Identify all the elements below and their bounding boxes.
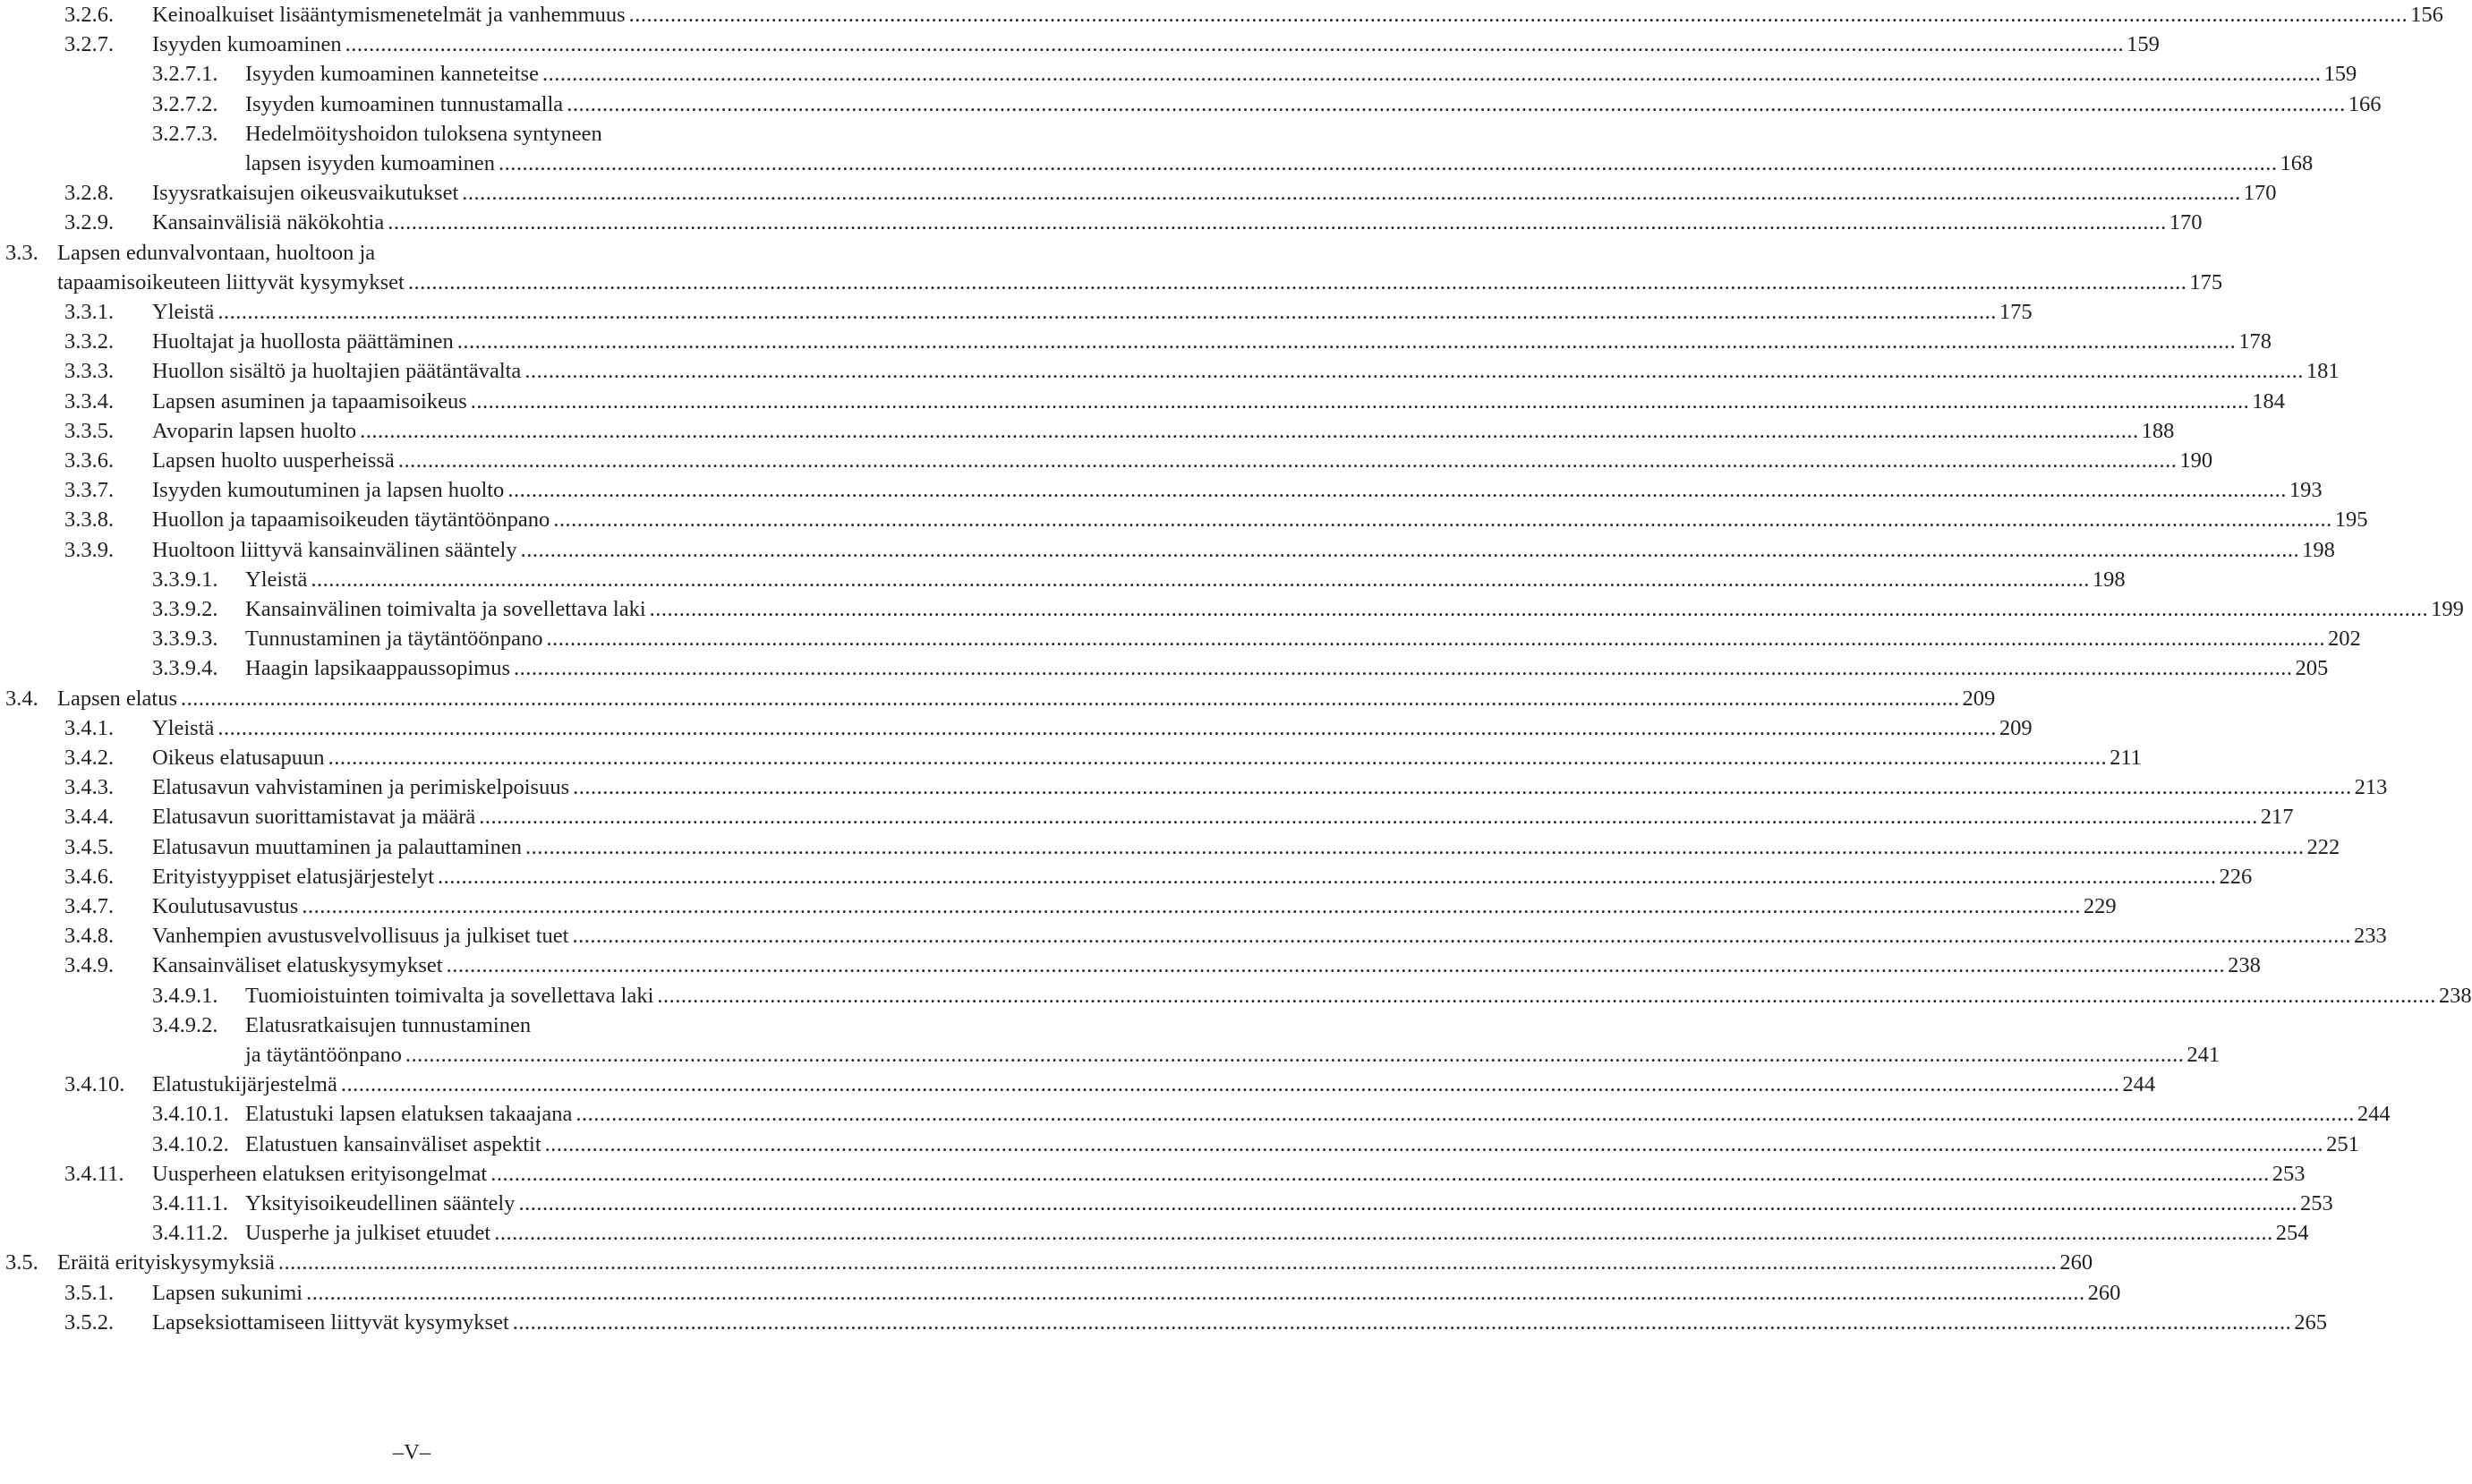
toc-entry[interactable] (0, 268, 2223, 298)
toc-entry-number: 3.4.6. (64, 864, 115, 889)
toc-entry-title: Huollon ja tapaamisoikeuden täytäntöönpano (152, 507, 550, 533)
toc-entry-page: 244 (2122, 1072, 2156, 1097)
toc-entry-leader-dots: ............................................................................................................................................................................................................................................................................................................ (649, 597, 2429, 621)
toc-entry[interactable] (0, 1218, 2309, 1249)
toc-entry-page: 178 (2238, 329, 2272, 354)
toc-entry-title: lapsen isyyden kumoaminen (245, 151, 495, 175)
toc-entry-page: 233 (2353, 924, 2387, 949)
toc-entry[interactable] (0, 1040, 2221, 1070)
toc-entry[interactable] (0, 505, 2368, 535)
toc-entry-title: Kansainvälinen toimivalta ja sovellettava laki (245, 597, 646, 621)
toc-entry-title: Elatusavun vahvistaminen ja perimiskelpoisuus (152, 775, 570, 800)
toc-entry-number: 3.3.5. (64, 418, 115, 443)
toc-entry-number: 3.2.7.2. (152, 91, 218, 116)
toc-entry-title: Yleistä (245, 567, 308, 592)
toc-entry[interactable] (0, 891, 2117, 922)
toc-entry-title: ja täytäntöönpano (245, 1043, 402, 1067)
toc-entry-number: 3.3.9.3. (152, 627, 218, 652)
toc-entry-number: 3.2.8. (64, 181, 115, 206)
toc-entry-page: 202 (2328, 627, 2361, 652)
toc-entry-page: 198 (2092, 567, 2126, 592)
toc-entry-page: 211 (2110, 746, 2142, 770)
toc-entry-page: 184 (2252, 388, 2285, 414)
toc-entry-title: Lapsen huolto uusperheissä (152, 448, 395, 473)
toc-entry[interactable] (0, 119, 814, 149)
toc-entry-title: Isyysratkaisujen oikeusvaikutukset (152, 181, 459, 206)
toc-entry-number: 3.4.10.1. (152, 1102, 229, 1127)
toc-entry-number: 3.4.1. (64, 715, 115, 740)
toc-entry[interactable] (0, 1189, 2333, 1219)
toc-entry[interactable] (0, 565, 2126, 595)
toc-entry-page: 181 (2306, 359, 2340, 384)
toc-entry-number: 3.2.7. (64, 32, 115, 57)
toc-entry-leader-dots: ............................................................................................................................................................................................................................................................................................................ (397, 448, 2178, 473)
toc-entry-number: 3.2.6. (64, 3, 115, 27)
toc-entry-title: Uusperhe ja julkiset etuudet (245, 1221, 491, 1246)
toc-entry[interactable] (0, 802, 2294, 832)
toc-entry-leader-dots: ............................................................................................................................................................................................................................................................................................................ (345, 32, 2125, 57)
toc-entry-number: 3.5.2. (64, 1309, 115, 1335)
toc-entry-number: 3.4.7. (64, 894, 115, 918)
toc-entry-page: 241 (2186, 1043, 2221, 1067)
toc-entry-number: 3.2.7.3. (152, 121, 218, 146)
toc-entry-page: 226 (2219, 864, 2253, 889)
toc-entry-page: 170 (2169, 210, 2203, 235)
toc-entry-leader-dots: ............................................................................................................................................................................................................................................................................................................ (438, 864, 2217, 889)
toc-entry-page: 193 (2289, 478, 2323, 503)
toc-entry-leader-dots: ............................................................................................................................................................................................................................................................................................................ (628, 3, 2408, 27)
toc-entry-leader-dots: ............................................................................................................................................................................................................................................................................................................ (572, 924, 2351, 949)
toc-entry-number: 3.4.4. (64, 805, 115, 830)
page-number: –V– (392, 1440, 431, 1464)
toc-entry-number: 3.3.3. (64, 359, 115, 384)
toc-entry-page: 159 (2323, 62, 2357, 87)
toc-entry-title: Isyyden kumoaminen (152, 32, 342, 57)
toc-entry-leader-dots: ............................................................................................................................................................................................................................................................................................................ (277, 1250, 2058, 1275)
toc-entry-title: Huoltajat ja huollosta päättäminen (152, 329, 454, 354)
toc-entry-title: Tunnustaminen ja täytäntöönpano (245, 627, 543, 652)
toc-entry-number: 3.3.9. (64, 537, 115, 562)
toc-entry[interactable] (0, 297, 2033, 328)
toc-entry[interactable] (0, 387, 2285, 417)
toc-entry-number: 3.4.10. (64, 1072, 125, 1097)
toc-entry-title: Koulutusavustus (152, 894, 299, 918)
toc-entry-title: Yleistä (152, 300, 215, 324)
toc-entry-leader-dots: ............................................................................................................................................................................................................................................................................................................ (388, 210, 2167, 235)
toc-entry-page: 229 (2083, 894, 2117, 918)
toc-entry[interactable] (0, 981, 2472, 1011)
toc-entry-page: 198 (2302, 537, 2335, 562)
toc-entry[interactable] (0, 475, 2323, 506)
toc-entry-title: Tuomioistuinten toimivalta ja sovellettava laki (245, 983, 654, 1008)
toc-entry[interactable] (0, 832, 2340, 863)
toc-entry[interactable] (0, 1130, 2359, 1160)
toc-entry-title: Elatustuen kansainväliset aspektit (245, 1131, 541, 1156)
toc-entry-leader-dots: ............................................................................................................................................................................................................................................................................................................ (546, 627, 2326, 652)
toc-entry-title: Elatustuki lapsen elatuksen takaajana (245, 1102, 573, 1127)
toc-entry[interactable] (0, 1159, 2306, 1190)
toc-entry-title: Avoparin lapsen huolto (152, 418, 357, 443)
toc-entry-page: 166 (2348, 91, 2382, 116)
toc-entry-number: 3.4.5. (64, 834, 115, 859)
toc-entry[interactable] (0, 238, 814, 269)
toc-entry-number: 3.4.3. (64, 775, 115, 800)
toc-entry-page: 251 (2326, 1131, 2359, 1156)
toc-entry-page: 190 (2179, 448, 2213, 473)
toc-entry-leader-dots: ............................................................................................................................................................................................................................................................................................................ (494, 1221, 2273, 1246)
toc-entry-leader-dots: ............................................................................................................................................................................................................................................................................................................ (518, 1191, 2297, 1215)
toc-entry-number: 3.4.11.1. (152, 1191, 228, 1215)
toc-entry-page: 156 (2410, 3, 2443, 27)
toc-entry-number: 3.2.7.1. (152, 62, 218, 87)
toc-entry-leader-dots: ............................................................................................................................................................................................................................................................................................................ (446, 953, 2226, 978)
toc-entry[interactable] (0, 713, 2033, 744)
toc-entry[interactable] (0, 862, 2253, 892)
toc-entry-page: 175 (1999, 300, 2033, 324)
toc-entry-leader-dots: ............................................................................................................................................................................................................................................................................................................ (524, 359, 2304, 384)
toc-entry-page: 260 (2087, 1280, 2121, 1305)
toc-entry-page: 209 (1999, 715, 2033, 740)
toc-entry-number: 3.3.8. (64, 507, 115, 533)
toc-entry-title: Isyyden kumoutuminen ja lapsen huolto (152, 478, 505, 503)
toc-entry-page: 265 (2294, 1309, 2327, 1335)
toc-entry-page: 168 (2280, 151, 2314, 175)
toc-entry-leader-dots: ............................................................................................................................................................................................................................................................................................................ (306, 1280, 2085, 1305)
toc-entry-leader-dots: ............................................................................................................................................................................................................................................................................................................ (553, 507, 2332, 533)
toc-entry[interactable] (0, 1070, 2156, 1100)
toc-entry-title: Elatusavun suorittamistavat ja määrä (152, 805, 476, 830)
toc-entry-title: Vanhempien avustusvelvollisuus ja julkiset tuet (152, 924, 569, 949)
toc-entry-number: 3.4.11. (64, 1161, 124, 1186)
toc-entry-leader-dots: ............................................................................................................................................................................................................................................................................................................ (470, 388, 2250, 414)
toc-entry-leader-dots: ............................................................................................................................................................................................................................................................................................................ (498, 151, 2278, 175)
toc-entry-leader-dots: ............................................................................................................................................................................................................................................................................................................ (512, 1309, 2292, 1335)
toc-entry-title: Uusperheen elatuksen erityisongelmat (152, 1161, 488, 1186)
toc-entry-title: Lapsen asuminen ja tapaamisoikeus (152, 388, 467, 414)
toc-entry[interactable] (0, 59, 2357, 90)
toc-entry-number: 3.4. (5, 686, 38, 711)
toc-entry-number: 3.3.1. (64, 300, 115, 324)
toc-entry-leader-dots: ............................................................................................................................................................................................................................................................................................................ (462, 181, 2241, 206)
toc-entry-number: 3.3.4. (64, 388, 115, 414)
toc-entry-page: 195 (2334, 507, 2368, 533)
toc-entry-page: 217 (2260, 805, 2294, 830)
toc-entry-leader-dots: ............................................................................................................................................................................................................................................................................................................ (302, 894, 2081, 918)
toc-entry-title: Yleistä (152, 715, 215, 740)
toc-entry-leader-dots: ............................................................................................................................................................................................................................................................................................................ (479, 805, 2258, 830)
toc-entry[interactable] (0, 624, 2361, 654)
toc-entry-leader-dots: ............................................................................................................................................................................................................................................................................................................ (520, 537, 2300, 562)
toc-entry-number: 3.4.9.1. (152, 983, 218, 1008)
toc-entry-title: Huoltoon liittyvä kansainvälinen sääntely (152, 537, 517, 562)
toc-entry-leader-dots: ............................................................................................................................................................................................................................................................................................................ (340, 1072, 2120, 1097)
toc-entry-page: 170 (2243, 181, 2277, 206)
toc-entry-title: Elatusratkaisujen tunnustaminen (245, 1012, 532, 1037)
toc-entry[interactable] (0, 30, 2160, 60)
toc-entry-title: Keinoalkuiset lisääntymismenetelmät ja vanhemmuus (152, 3, 626, 27)
toc-entry-title: Erityistyyppiset elatusjärjestelyt (152, 864, 435, 889)
toc-entry-leader-dots: ............................................................................................................................................................................................................................................................................................................ (524, 834, 2305, 859)
toc-entry[interactable] (0, 327, 2272, 357)
toc-entry-leader-dots: ............................................................................................................................................................................................................................................................................................................ (456, 329, 2237, 354)
toc-entry-leader-dots: ............................................................................................................................................................................................................................................................................................................ (311, 567, 2090, 592)
toc-entry-leader-dots: ............................................................................................................................................................................................................................................................................................................ (507, 478, 2287, 503)
toc-entry-page: 254 (2275, 1221, 2309, 1246)
toc-entry-page: 222 (2306, 834, 2340, 859)
toc-entry-page: 188 (2141, 418, 2175, 443)
toc-entry-number: 3.4.10.2. (152, 1131, 229, 1156)
toc-entry-number: 3.5.1. (64, 1280, 115, 1305)
toc-entry-title: Lapseksiottamiseen liittyvät kysymykset (152, 1309, 509, 1335)
toc-entry-leader-dots: ............................................................................................................................................................................................................................................................................................................ (328, 746, 2108, 770)
toc-entry-page: 205 (2295, 656, 2329, 681)
toc-entry-title: Haagin lapsikaappaussopimus (245, 656, 510, 681)
toc-entry-title: Oikeus elatusapuun (152, 746, 325, 770)
toc-entry[interactable] (0, 921, 2387, 951)
toc-entry-title: Eräitä erityiskysymyksiä (57, 1250, 275, 1275)
toc-entry-leader-dots: ............................................................................................................................................................................................................................................................................................................ (657, 983, 2436, 1008)
toc-entry-leader-dots: ............................................................................................................................................................................................................................................................................................................ (181, 686, 1960, 711)
toc-entry-leader-dots: ............................................................................................................................................................................................................................................................................................................ (567, 91, 2346, 116)
toc-entry[interactable] (0, 743, 2142, 773)
toc-entry[interactable] (0, 178, 2277, 209)
toc-entry-page: 238 (2438, 983, 2472, 1008)
toc-entry[interactable] (0, 1278, 2121, 1309)
toc-entry[interactable] (0, 1248, 2093, 1278)
toc-entry-number: 3.3.6. (64, 448, 115, 473)
toc-entry-number: 3.3.9.2. (152, 597, 218, 621)
toc-entry-number: 3.4.11.2. (152, 1221, 228, 1246)
toc-entry[interactable] (0, 416, 2175, 447)
toc-entry[interactable] (0, 0, 2443, 30)
toc-entry-number: 3.3.9.1. (152, 567, 218, 592)
toc-entry-leader-dots: ............................................................................................................................................................................................................................................................................................................ (514, 656, 2293, 681)
toc-entry-title: Kansainväliset elatuskysymykset (152, 953, 443, 978)
toc-entry-title: Kansainvälisiä näkökohtia (152, 210, 385, 235)
toc-entry-number: 3.2.9. (64, 210, 115, 235)
toc-entry[interactable] (0, 1099, 2391, 1130)
toc-entry-leader-dots: ............................................................................................................................................................................................................................................................................................................ (405, 1043, 2185, 1067)
toc-entry-number: 3.4.9.2. (152, 1012, 218, 1037)
toc-entry-page: 253 (2272, 1161, 2306, 1186)
toc-entry-number: 3.5. (5, 1250, 38, 1275)
toc-entry-leader-dots: ............................................................................................................................................................................................................................................................................................................ (541, 62, 2322, 87)
toc-entry-number: 3.4.2. (64, 746, 115, 770)
toc-entry[interactable] (0, 653, 2329, 684)
toc-entry-number: 3.4.9. (64, 953, 115, 978)
toc-entry[interactable] (0, 684, 1996, 714)
toc-entry-leader-dots: ............................................................................................................................................................................................................................................................................................................ (217, 715, 1997, 740)
toc-entry-leader-dots: ............................................................................................................................................................................................................................................................................................................ (490, 1161, 2270, 1186)
toc-entry-page: 244 (2357, 1102, 2391, 1127)
toc-entry-number: 3.3.7. (64, 478, 115, 503)
toc-entry[interactable] (0, 535, 2335, 566)
toc-entry-title: Elatustukijärjestelmä (152, 1072, 337, 1097)
toc-entry-title: tapaamisoikeuteen liittyvät kysymykset (57, 269, 405, 294)
toc-entry[interactable] (0, 772, 2388, 803)
toc-entry-title: Lapsen edunvalvontaan, huoltoon ja (57, 240, 376, 265)
toc-entry-title: Lapsen sukunimi (152, 1280, 303, 1305)
toc-entry-page: 238 (2228, 953, 2261, 978)
toc-entry-number: 3.3. (5, 240, 38, 265)
toc-entry[interactable] (0, 594, 2464, 625)
toc-entry-title: Isyyden kumoaminen kanneteitse (245, 62, 539, 87)
toc-entry-leader-dots: ............................................................................................................................................................................................................................................................................................................ (544, 1131, 2324, 1156)
toc-entry[interactable] (0, 446, 2213, 476)
toc-entry-page: 199 (2431, 597, 2464, 621)
toc-entry[interactable] (0, 149, 2314, 179)
toc-entry-title: Yksityisoikeudellinen sääntely (245, 1191, 516, 1215)
toc-entry-title: Isyyden kumoaminen tunnustamalla (245, 91, 564, 116)
toc-entry-page: 260 (2059, 1250, 2093, 1275)
toc-entry-leader-dots: ............................................................................................................................................................................................................................................................................................................ (407, 269, 2187, 294)
toc-entry-leader-dots: ............................................................................................................................................................................................................................................................................................................ (573, 775, 2352, 800)
toc-entry-number: 3.3.2. (64, 329, 115, 354)
toc-entry-title: Huollon sisältö ja huoltajien päätäntävalta (152, 359, 522, 384)
toc-entry[interactable] (0, 951, 2261, 981)
toc-entry-number: 3.3.9.4. (152, 656, 218, 681)
toc-entry-title: Hedelmöityshoidon tuloksena syntyneen (245, 121, 602, 146)
toc-entry[interactable] (0, 90, 2382, 120)
toc-entry-leader-dots: ............................................................................................................................................................................................................................................................................................................ (575, 1102, 2355, 1127)
toc-entry-page: 209 (1962, 686, 1996, 711)
toc-entry[interactable] (0, 1011, 814, 1041)
toc-entry-leader-dots: ............................................................................................................................................................................................................................................................................................................ (360, 418, 2139, 443)
toc-entry-page: 213 (2354, 775, 2388, 800)
toc-entry-title: Elatusavun muuttaminen ja palauttaminen (152, 834, 522, 859)
toc-entry-title: Lapsen elatus (57, 686, 178, 711)
toc-entry[interactable] (0, 208, 2203, 238)
toc-entry-page: 175 (2189, 269, 2223, 294)
toc-entry[interactable] (0, 356, 2340, 387)
toc-entry-number: 3.4.8. (64, 924, 115, 949)
toc-entry-leader-dots: ............................................................................................................................................................................................................................................................................................................ (217, 300, 1997, 324)
toc-entry-page: 253 (2299, 1191, 2333, 1215)
toc-entry[interactable] (0, 1308, 2327, 1338)
toc-entry-page: 159 (2127, 32, 2160, 57)
